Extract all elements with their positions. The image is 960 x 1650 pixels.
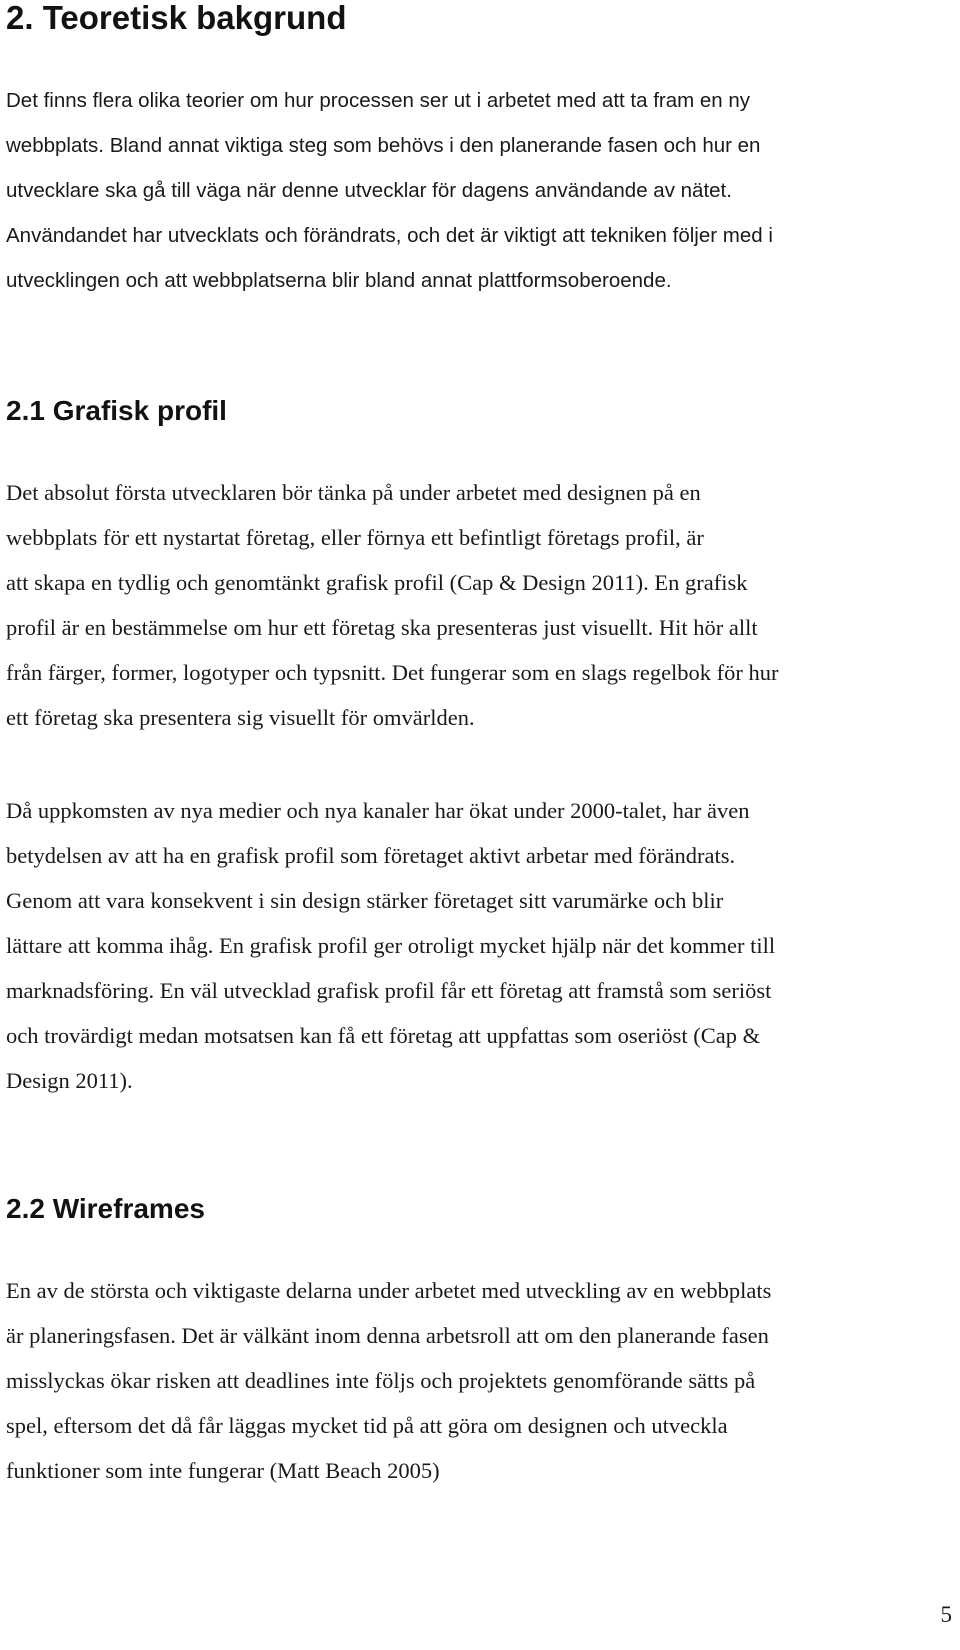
grafisk-profil-paragraph-1 [6, 470, 779, 740]
text-line: funktioner som inte fungerar (Matt Beach 2005) [6, 1458, 440, 1483]
text-line: marknadsföring. En väl utvecklad grafisk profil får ett företag att framstå som seriöst [6, 978, 772, 1003]
text-line: är planeringsfasen. Det är välkänt inom denna arbetsroll att om den planerande fasen [6, 1323, 769, 1348]
text-line: från färger, former, logotyper och typsnitt. Det fungerar som en slags regelbok för hur [6, 660, 779, 685]
text-line: Då uppkomsten av nya medier och nya kanaler har ökat under 2000-talet, har även [6, 798, 750, 823]
text-line: Det finns flera olika teorier om hur processen ser ut i arbetet med att ta fram en ny [6, 89, 751, 112]
text-line: Användandet har utvecklats och förändrats, och det är viktigt att tekniken följer med i [6, 224, 773, 247]
text-line: webbplats för ett nystartat företag, eller förnya ett befintligt företags profil, är [6, 525, 704, 550]
text-line: betydelsen av att ha en grafisk profil som företaget aktivt arbetar med förändrats. [6, 843, 736, 868]
text-line: att skapa en tydlig och genomtänkt grafisk profil (Cap & Design 2011). En grafisk [6, 570, 748, 595]
text-line: utvecklingen och att webbplatserna blir bland annat plattformsoberoende. [6, 269, 672, 292]
text-line: Det absolut första utvecklaren bör tänka på under arbetet med designen på en [6, 480, 701, 505]
text-line: En av de största och viktigaste delarna under arbetet med utveckling av en webbplats [6, 1278, 772, 1303]
text-line: ett företag ska presentera sig visuellt för omvärlden. [6, 705, 475, 730]
text-line: utvecklare ska gå till väga när denne utvecklar för dagens användande av nätet. [6, 179, 732, 202]
section-title: 2. Teoretisk bakgrund [6, 0, 347, 36]
wireframes-paragraph [6, 1268, 771, 1493]
text-line: webbplats. Bland annat viktiga steg som behövs i den planerande fasen och hur en [6, 134, 761, 157]
text-line: misslyckas ökar risken att deadlines inte följs och projektets genomförande sätts på [6, 1368, 756, 1393]
subsection-title-grafisk-profil: 2.1 Grafisk profil [6, 395, 227, 426]
grafisk-profil-paragraph-2 [6, 788, 775, 1103]
intro-paragraph [6, 78, 773, 303]
text-line: Genom att vara konsekvent i sin design stärker företaget sitt varumärke och blir [6, 888, 724, 913]
text-line: lättare att komma ihåg. En grafisk profil ger otroligt mycket hjälp när det kommer till [6, 933, 776, 958]
text-line: och trovärdigt medan motsatsen kan få ett företag att uppfattas som oseriöst (Cap & [6, 1023, 761, 1048]
text-line: Design 2011). [6, 1068, 133, 1093]
subsection-title-wireframes: 2.2 Wireframes [6, 1193, 205, 1224]
text-line: spel, eftersom det då får läggas mycket tid på att göra om designen och utveckla [6, 1413, 728, 1438]
page-number: 5 [940, 1602, 952, 1627]
text-line: profil är en bestämmelse om hur ett företag ska presenteras just visuellt. Hit hör allt [6, 615, 758, 640]
